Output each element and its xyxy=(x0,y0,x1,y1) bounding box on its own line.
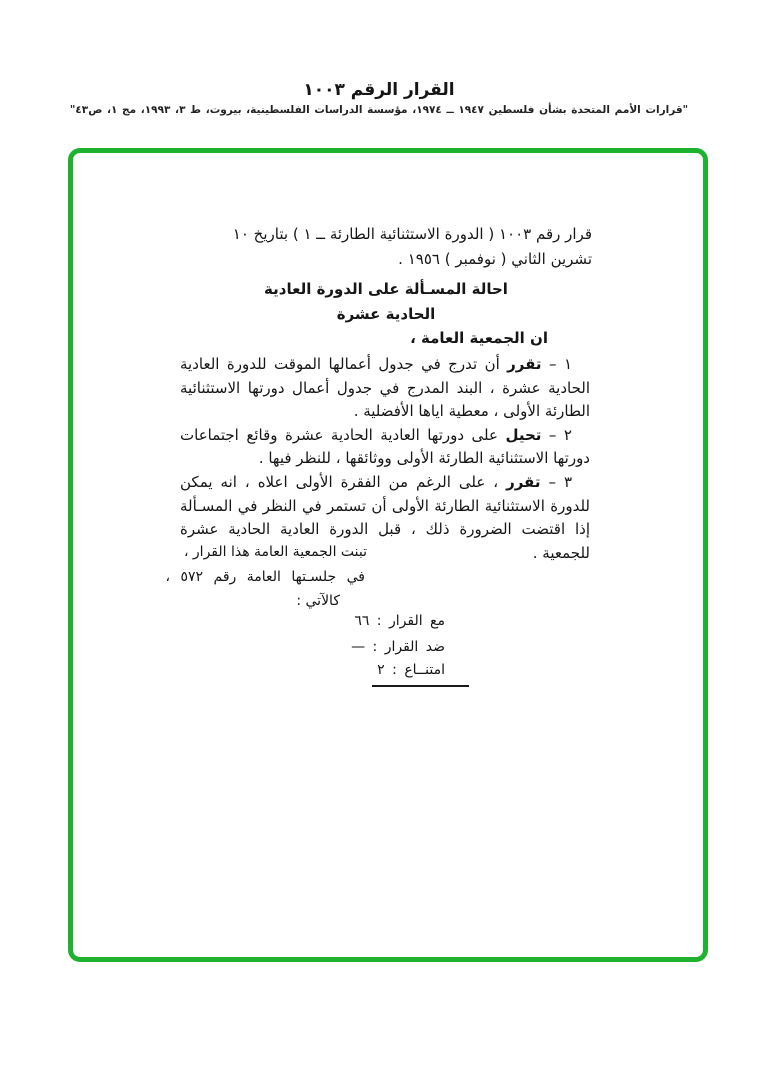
clause-number: ٣ – xyxy=(540,472,572,491)
vote-row-for xyxy=(354,613,445,629)
clause-paragraph-1 xyxy=(180,353,590,424)
subject-title-line-2: الحادية عشرة xyxy=(336,305,436,323)
clause-verb: تقرر xyxy=(506,472,541,491)
clauses-block xyxy=(180,353,590,565)
vote-row-abstain xyxy=(377,662,445,678)
adoption-line-3: كالآتي : xyxy=(296,593,340,609)
vote-row-against xyxy=(351,639,445,655)
resolution-heading-line-1: قرار رقم ١٠٠٣ ( الدورة الاستثنائية الطارئة ــ ١ ) بتاريخ ١٠ xyxy=(232,225,592,243)
vote-separator: : xyxy=(365,639,385,655)
vote-label: ضد القرار xyxy=(384,639,445,655)
vote-value: ٢ xyxy=(377,662,385,678)
vote-value: — xyxy=(351,639,366,655)
vote-value: ٦٦ xyxy=(354,613,370,629)
clause-paragraph-2 xyxy=(180,424,590,471)
resolution-heading-line-2: تشرين الثاني ( نوفمبر ) ١٩٥٦ . xyxy=(398,250,592,268)
clause-number: ١ – xyxy=(541,355,572,373)
preamble-line: ان الجمعية العامة ، xyxy=(410,329,548,347)
clause-verb: تحيل xyxy=(505,425,542,444)
vote-separator: : xyxy=(369,613,389,629)
clause-verb: تقرر xyxy=(507,355,542,373)
clause-number: ٢ – xyxy=(541,425,572,444)
adoption-line-1: تبنت الجمعية العامة هذا القرار ، xyxy=(183,544,367,560)
clause-text: على دورتها العادية الحادية عشرة وقائع اجتماعات دورتها الاستثنائية الطارئة الأولى ووثائقها ، للنظر فيها . xyxy=(180,425,590,468)
vote-label: مع القرار xyxy=(388,613,445,629)
closing-rule xyxy=(372,685,469,687)
clause-text: ، على الرغم من الفقرة الأولى اعلاه ، انه يمكن للدورة الاستثنائية الطارئة الأولى أن تستمر في النظر في المسـألة إذا اقتضت الضرورة ذلك ، قبل الدورة العادية الحادية عشرة للجمعية . xyxy=(180,472,590,562)
adoption-line-2: في جلسـتها العامة رقم ٥٧٢ ، xyxy=(165,569,365,585)
citation-line: "قرارات الأمم المتحدة بشأن فلسطين ١٩٤٧ ــ ١٩٧٤، مؤسسة الدراسات الفلسطينية، بيروت، ط ٣، ١٩٩٣، مج ١، ص٤٣" xyxy=(69,104,689,116)
page-title: القرار الرقم ١٠٠٣ xyxy=(303,80,455,100)
subject-title-line-1: احالة المسـألة على الدورة العادية xyxy=(264,280,508,298)
vote-separator: : xyxy=(384,662,405,678)
clause-text: أن تدرج في جدول أعمالها الموقت للدورة العادية الحادية عشرة ، البند المدرج في جدول أعمال دورتها الاستثنائية الطارئة الأولى ، معطية اياها الأفضلية . xyxy=(180,355,590,421)
vote-label: امتنــاع xyxy=(404,662,445,678)
